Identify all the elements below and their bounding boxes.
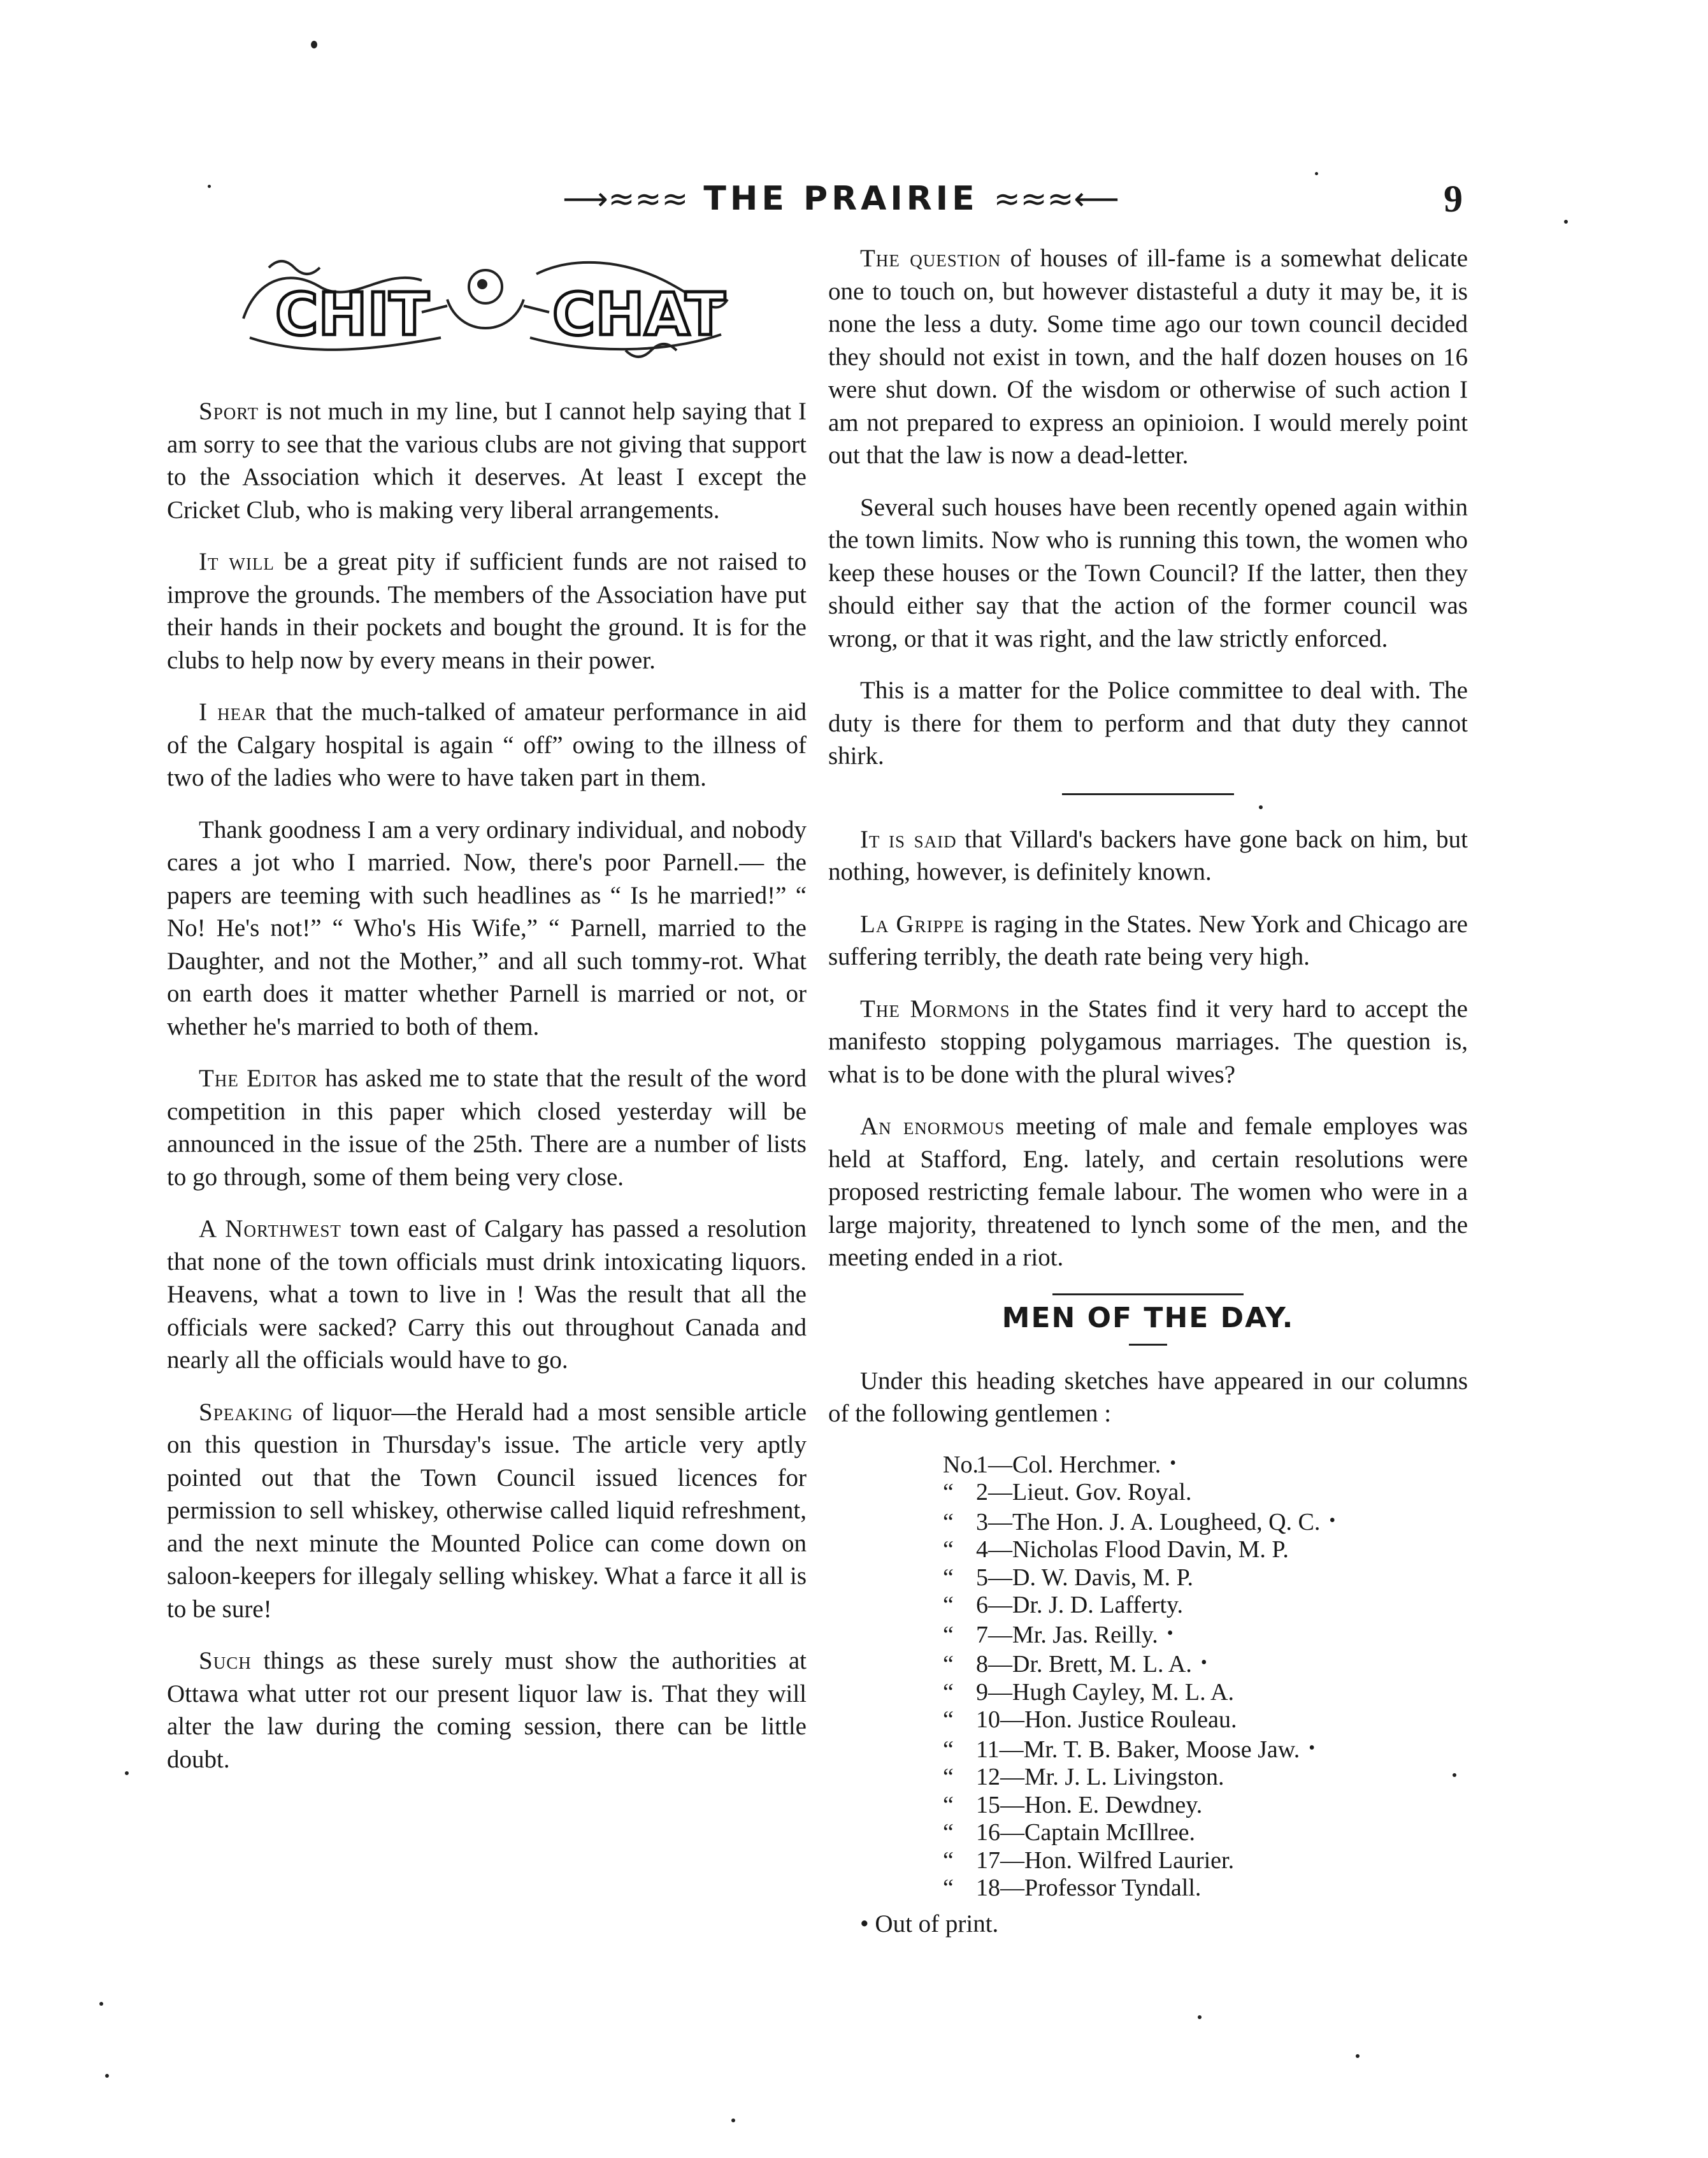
men-list-item <box>943 1536 1468 1564</box>
men-list-number-prefix: “ <box>943 1592 954 1618</box>
paragraph-text: This is a matter for the Police committee to deal with. The duty is there for them to perform and that duty they cannot shirk. <box>828 677 1468 770</box>
men-list-number-prefix: “ <box>943 1846 954 1874</box>
chit-chat-paragraph <box>167 545 807 677</box>
paragraph-lead: Sport <box>199 398 259 425</box>
paragraph-lead: A Northwest <box>199 1215 341 1242</box>
men-list-number-prefix: “ <box>943 1564 954 1591</box>
out-of-print-marker: • <box>1329 1510 1336 1530</box>
men-list-entry: 9—Hugh Cayley, M. L. A. <box>976 1678 1234 1706</box>
masthead-ornament-left: ⟶≈≈≈ <box>562 180 689 217</box>
out-of-print-marker: • <box>1309 1737 1316 1758</box>
men-list-entry: 16—Captain McIllree. <box>976 1819 1196 1846</box>
men-of-the-day-intro: Under this heading sketches have appeared in our columns of the following gentlemen : <box>828 1367 1468 1427</box>
chit-chat-logo-text-left: CHIT <box>275 280 429 349</box>
men-list-number-prefix: “ <box>943 1819 954 1846</box>
out-of-print-marker: • <box>1200 1653 1207 1672</box>
men-list-item <box>943 1592 1468 1620</box>
paragraph-text: has asked me to state that the result of the word competition in this paper which closed yesterday will be announced in the issue of the 25th. There are a number of lists to go through, some of them being very close. <box>167 1065 807 1191</box>
men-list-item <box>943 1679 1468 1707</box>
chit-chat-paragraph <box>828 491 1468 656</box>
men-list-item <box>943 1564 1468 1592</box>
men-list-item <box>943 1479 1468 1507</box>
print-speck <box>208 185 211 188</box>
men-list-number-prefix: “ <box>943 1791 954 1818</box>
chit-chat-paragraph <box>828 242 1468 472</box>
men-of-the-day-list <box>943 1449 1468 1903</box>
print-speck <box>1356 2054 1360 2058</box>
men-list-item <box>943 1620 1468 1650</box>
men-list-number-prefix: “ <box>943 1764 954 1790</box>
paragraph-lead: The Mormons <box>860 995 1010 1023</box>
chit-chat-paragraph <box>167 814 807 1044</box>
men-list-entry: 4—Nicholas Flood Davin, M. P. <box>976 1536 1289 1563</box>
paragraph-text: meeting of male and female employes was held at Stafford, Eng. lately, and certain resolutions were proposed restricting female labour. The women who were in a large majority, threatened to lynch some of the men, and the meeting ended in a riot. <box>828 1112 1468 1271</box>
men-list-item <box>943 1449 1468 1479</box>
men-list-number-prefix: No. <box>943 1451 979 1478</box>
masthead <box>522 173 1159 224</box>
men-list-item <box>943 1706 1468 1734</box>
paragraph-text: is not much in my line, but I cannot help saying that I am sorry to see that the various clubs are not giving that support to the Association which it deserves. At least I except the Cricket Club, who is making very liberal arrangements. <box>167 398 807 524</box>
print-speck <box>105 2074 109 2078</box>
men-list-entry: 11—Mr. T. B. Baker, Moose Jaw. <box>976 1736 1300 1763</box>
chit-chat-paragraph <box>828 823 1468 889</box>
paragraph-lead: La Grippe <box>860 910 965 938</box>
men-list-item <box>943 1649 1468 1679</box>
chit-chat-paragraph <box>167 696 807 795</box>
men-list-number-prefix: “ <box>943 1479 954 1506</box>
chit-chat-paragraph <box>828 674 1468 773</box>
paragraph-lead: It will <box>199 548 275 575</box>
men-list-entry: 3—The Hon. J. A. Lougheed, Q. C. <box>976 1508 1321 1536</box>
print-speck <box>99 2002 103 2006</box>
men-list-item <box>943 1507 1468 1537</box>
men-list-number-prefix: “ <box>943 1508 954 1536</box>
chit-chat-paragraph <box>167 1396 807 1626</box>
chit-chat-paragraph <box>167 1212 807 1377</box>
print-speck <box>1259 805 1263 809</box>
men-list-item <box>943 1847 1468 1875</box>
section-divider <box>1052 1293 1244 1295</box>
men-list-item <box>943 1792 1468 1820</box>
paragraph-lead: Such <box>199 1647 252 1674</box>
chit-chat-logo-text-right: CHAT <box>552 280 726 349</box>
paragraph-text: in the States find it very hard to accept the manifesto stopping polygamous marriages. The question is, what is to be done with the plural wives? <box>828 995 1468 1088</box>
chit-chat-paragraph <box>167 1062 807 1193</box>
men-list-entry: 2—Lieut. Gov. Royal. <box>976 1479 1192 1506</box>
out-of-print-marker: • <box>1166 1623 1173 1643</box>
men-list-item <box>943 1764 1468 1792</box>
print-speck <box>311 41 317 48</box>
print-speck <box>125 1771 129 1775</box>
paragraph-text: Thank goodness I am a very ordinary individual, and nobody cares a jot who I married. Now, there's poor Parnell.— the papers are teeming with such headlines as “ Is he married!” “ No! He's not!” “ Who's His Wife,” “ Parnell, married to the Daughter, and not the Mother,” and all such tommy-rot. What on earth does it matter whether Parnell is married or not, or whether he's married to both of them. <box>167 816 807 1040</box>
men-list-number-prefix: “ <box>943 1621 954 1648</box>
men-list-number-prefix: “ <box>943 1874 954 1901</box>
chit-chat-paragraph <box>828 1110 1468 1274</box>
paragraph-text: is raging in the States. New York and Chicago are suffering terribly, the death rate being very high. <box>828 910 1468 970</box>
men-list-item <box>943 1734 1468 1764</box>
print-speck <box>1564 220 1568 224</box>
paragraph-text: of liquor—the Herald had a most sensible article on this question in Thursday's issue. The article very aptly pointed out that the Town Council issued licences for permission to sell whiskey, otherwise called liquid refreshment, and the next minute the Mounted Police can come down on saloon-keepers for illegaly selling whiskey. What a farce it all is to be sure! <box>167 1398 807 1623</box>
print-speck <box>731 2118 735 2122</box>
paragraph-lead: It is said <box>860 825 957 853</box>
page-header <box>522 173 1491 231</box>
paragraph-lead: The question <box>860 245 1001 272</box>
men-list-entry: 12—Mr. J. L. Livingston. <box>976 1764 1224 1790</box>
men-list-entry: 17—Hon. Wilfred Laurier. <box>976 1846 1235 1874</box>
paragraph-lead: The Editor <box>199 1065 318 1092</box>
left-column <box>167 242 807 1795</box>
paragraph-lead: An enormous <box>860 1112 1005 1140</box>
page-number: 9 <box>1444 178 1463 220</box>
paragraph-text: Several such houses have been recently opened again within the town limits. Now who is running this town, the women who keep these houses or the Town Council? If the latter, then they should either say that the action of the former council was wrong, or that it was right, and the law strictly enforced. <box>828 493 1468 652</box>
men-list-number-prefix: “ <box>943 1706 954 1733</box>
paragraph-text: that Villard's backers have gone back on him, but nothing, however, is definitely known. <box>828 825 1468 886</box>
men-list-number-prefix: “ <box>943 1536 954 1563</box>
men-list-entry: 15—Hon. E. Dewdney. <box>976 1791 1203 1818</box>
paragraph-text: town east of Calgary has passed a resolution that none of the town officials must drink intoxicating liquors. Heavens, what a town to live in ! Was the result that all the officials were sacked? Carry this out throughout Canada and nearly all the officials would have to go. <box>167 1215 807 1374</box>
out-of-print-marker: • <box>1170 1453 1177 1473</box>
men-list-number-prefix: “ <box>943 1736 954 1763</box>
men-list-entry: 8—Dr. Brett, M. L. A. <box>976 1651 1192 1678</box>
men-list-entry: 6—Dr. J. D. Lafferty. <box>976 1592 1184 1618</box>
masthead-ornament-right: ≈≈≈⟵ <box>993 180 1120 217</box>
out-of-print-footnote: • Out of print. <box>860 1910 999 1938</box>
title-underline <box>1129 1344 1167 1346</box>
section-divider <box>1062 793 1234 795</box>
men-list-entry: 7—Mr. Jas. Reilly. <box>976 1621 1158 1648</box>
chit-chat-paragraph <box>167 1644 807 1776</box>
men-list-item <box>943 1874 1468 1903</box>
chit-chat-paragraph <box>167 395 807 526</box>
men-list-item <box>943 1819 1468 1847</box>
chit-chat-logo <box>231 242 740 370</box>
paragraph-lead: Speaking <box>199 1398 294 1426</box>
men-of-the-day-title: MEN OF THE DAY. <box>1001 1301 1295 1334</box>
chit-chat-paragraph <box>828 993 1468 1091</box>
men-list-entry: 10—Hon. Justice Rouleau. <box>976 1706 1237 1733</box>
men-list-entry: 1—Col. Herchmer. <box>976 1451 1161 1478</box>
paragraph-text: be a great pity if sufficient funds are not raised to improve the grounds. The members of the Association have put their hands in their pockets and bought the ground. It is for the clubs to help now by every means in their power. <box>167 548 807 674</box>
paragraph-text: of houses of ill-fame is a somewhat delicate one to touch on, but however distasteful a duty it may be, it is none the less a duty. Some time ago our town council decided they should not exist in town, and the half dozen houses on 16 were shut down. Of the wisdom or otherwise of such action I am not prepared to express an opinioion. I would merely point out that the law is now a dead-letter. <box>828 245 1468 469</box>
paragraph-text: things as these surely must show the authorities at Ottawa what utter rot our present liquor law is. That they will alter the law during the coming session, there can be little doubt. <box>167 1647 807 1773</box>
men-list-number-prefix: “ <box>943 1678 954 1706</box>
print-speck <box>1198 2015 1202 2019</box>
masthead-title: THE PRAIRIE <box>703 180 979 218</box>
men-list-number-prefix: “ <box>943 1651 954 1678</box>
chit-chat-paragraph <box>828 908 1468 974</box>
paragraph-text: that the much-talked of amateur performance in aid of the Calgary hospital is again “ off” owing to the illness of two of the ladies who were to have taken part in them. <box>167 698 807 791</box>
men-list-entry: 18—Professor Tyndall. <box>976 1874 1202 1901</box>
print-speck <box>1315 172 1318 175</box>
paragraph-lead: I hear <box>199 698 267 726</box>
men-list-entry: 5—D. W. Davis, M. P. <box>976 1564 1193 1591</box>
print-speck <box>1453 1773 1456 1777</box>
right-column <box>828 242 1468 1940</box>
